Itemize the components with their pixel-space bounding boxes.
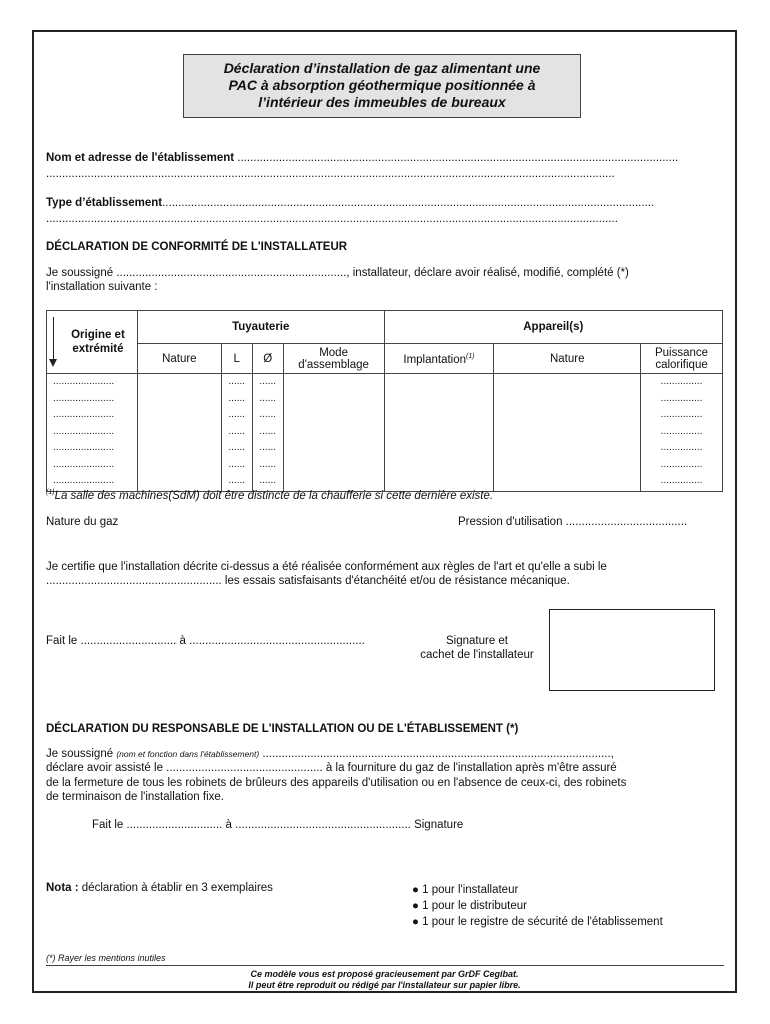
responsable-section-heading: DÉCLARATION DU RESPONSABLE DE L'INSTALLATION OU DE L'ÉTABLISSEMENT (*) — [46, 723, 519, 735]
establishment-type-dots-2[interactable]: ................................................................................................................................................................................... — [46, 213, 618, 225]
responsable-line-1-c[interactable]: ............................................................................................................., — [259, 748, 614, 760]
signature-line-1: Signature et — [445, 635, 508, 647]
responsable-line-3: de la fermeture de tous les robinets de brûleurs des appareils d'utilisation ou en l'absence de ceux-ci, des robinets — [46, 777, 627, 789]
title-box — [183, 54, 581, 118]
establishment-name-dots-2[interactable]: .................................................................................................................................................................................. — [46, 168, 615, 180]
gas-nature-label: Nature du gaz — [46, 516, 119, 528]
fait-le-responsable[interactable]: Fait le .............................. à ....................................................... Signature — [92, 819, 464, 831]
gas-pression-field[interactable]: Pression d'utilisation ...................................... — [458, 516, 688, 528]
col-implantation — [384, 344, 494, 374]
title-line-2: PAC à absorption géothermique positionnée à — [228, 77, 536, 93]
list-item: ● 1 pour le distributeur — [412, 900, 527, 912]
footer-line-1: Ce modèle vous est proposé gracieusement par GrDF Cegibat. — [250, 969, 519, 979]
mentions-inutiles: (*) Rayer les mentions inutiles — [46, 953, 166, 963]
col-diameter: Ø — [252, 344, 283, 374]
col-implantation-label: Implantation — [403, 353, 467, 366]
mode-cells[interactable] — [283, 374, 384, 492]
nota-text: déclaration à établir en 3 exemplaires — [78, 882, 273, 894]
origin-cells[interactable]: ...................... ...................... ...................... ...................... ...................... ...................... ...................... — [47, 374, 138, 492]
footnote-1-sup: (1) — [46, 489, 55, 496]
col-puissance: Puissance calorifique — [641, 344, 723, 374]
installation-table — [46, 310, 723, 492]
installer-declaration-line-2: l'installation suivante : — [46, 281, 158, 293]
footnote-1-text: La salle des machines(SdM) doit être distincte de la chaufferie si cette dernière existe. — [54, 489, 494, 502]
installer-signature-box[interactable] — [549, 609, 715, 691]
diameter-cells[interactable]: ...... ...... ...... ...... ...... ...... ...... — [252, 374, 283, 492]
signature-line-2: cachet de l'installateur — [420, 649, 534, 661]
footnote-1 — [46, 486, 493, 503]
certify-line-2[interactable]: ....................................................... les essais satisfaisants d'étanchéité et/ou de résistance mécanique. — [46, 575, 570, 587]
col-mode-assemblage: Mode d'assemblage — [283, 344, 384, 374]
responsable-line-4: de terminaison de l'installation fixe. — [46, 791, 224, 803]
fait-le-installer[interactable]: Fait le .............................. à ....................................................... — [46, 635, 365, 647]
establishment-name-row — [46, 151, 678, 165]
responsable-line-1-a: Je soussigné — [46, 748, 117, 760]
origin-header — [47, 311, 138, 374]
establishment-name-label: Nom et adresse de l'établissement — [46, 152, 235, 164]
nature-cells[interactable] — [137, 374, 221, 492]
col-length: L — [221, 344, 252, 374]
tuyauterie-header: Tuyauterie — [137, 311, 384, 344]
col-implantation-sup: (1) — [466, 353, 475, 361]
certify-line-1: Je certifie que l'installation décrite ci-dessus a été réalisée conformément aux règles de l'art et qu'elle a subi le — [46, 561, 607, 573]
copies-list — [412, 882, 663, 930]
list-item: ● 1 pour l'installateur — [412, 884, 519, 896]
responsable-line-2[interactable]: déclare avoir assisté le ................................................. à la fourniture du gaz de l'installation après m'être assuré — [46, 762, 617, 774]
nota-row — [46, 881, 273, 895]
implantation-cells[interactable] — [384, 374, 494, 492]
nota-label: Nota : — [46, 882, 79, 894]
footer-line-2: Il peut être reproduit ou rédigé par l'installateur sur papier libre. — [248, 980, 521, 990]
length-cells[interactable]: ...... ...... ...... ...... ...... ...... ...... — [221, 374, 252, 492]
title-line-3: l’intérieur des immeubles de bureaux — [258, 94, 506, 110]
establishment-type-label: Type d’établissement — [46, 197, 163, 209]
col-nature-appareil: Nature — [494, 344, 641, 374]
title-line-1: Déclaration d’installation de gaz alimentant une — [223, 60, 541, 76]
responsable-line-1[interactable] — [46, 747, 614, 761]
footer-divider — [46, 965, 724, 966]
origin-label: Origine et extrémité — [71, 329, 125, 355]
establishment-type-row — [46, 196, 654, 210]
down-arrow-head-icon — [49, 359, 57, 367]
responsable-line-1-b: (nom et fonction dans l'établissement) — [116, 749, 260, 759]
nature-appareil-cells[interactable] — [494, 374, 641, 492]
appareils-header: Appareil(s) — [384, 311, 722, 344]
installer-section-heading: DÉCLARATION DE CONFORMITÉ DE L'INSTALLATEUR — [46, 241, 348, 253]
establishment-name-dots[interactable]: .......................................................................................................................................... — [237, 152, 679, 164]
list-item: ● 1 pour le registre de sécurité de l'établissement — [412, 916, 663, 928]
establishment-type-dots[interactable]: .......................................................................................................................................................... — [162, 197, 655, 209]
installer-declaration-line-1[interactable]: Je soussigné ........................................................................, installateur, déclare avoir réalisé, modifié, complété (*) — [46, 267, 629, 279]
installer-signature-label — [412, 634, 542, 662]
col-nature: Nature — [137, 344, 221, 374]
puissance-cells[interactable]: ............... ............... ............... ............... ............... ............... ............... — [641, 374, 723, 492]
